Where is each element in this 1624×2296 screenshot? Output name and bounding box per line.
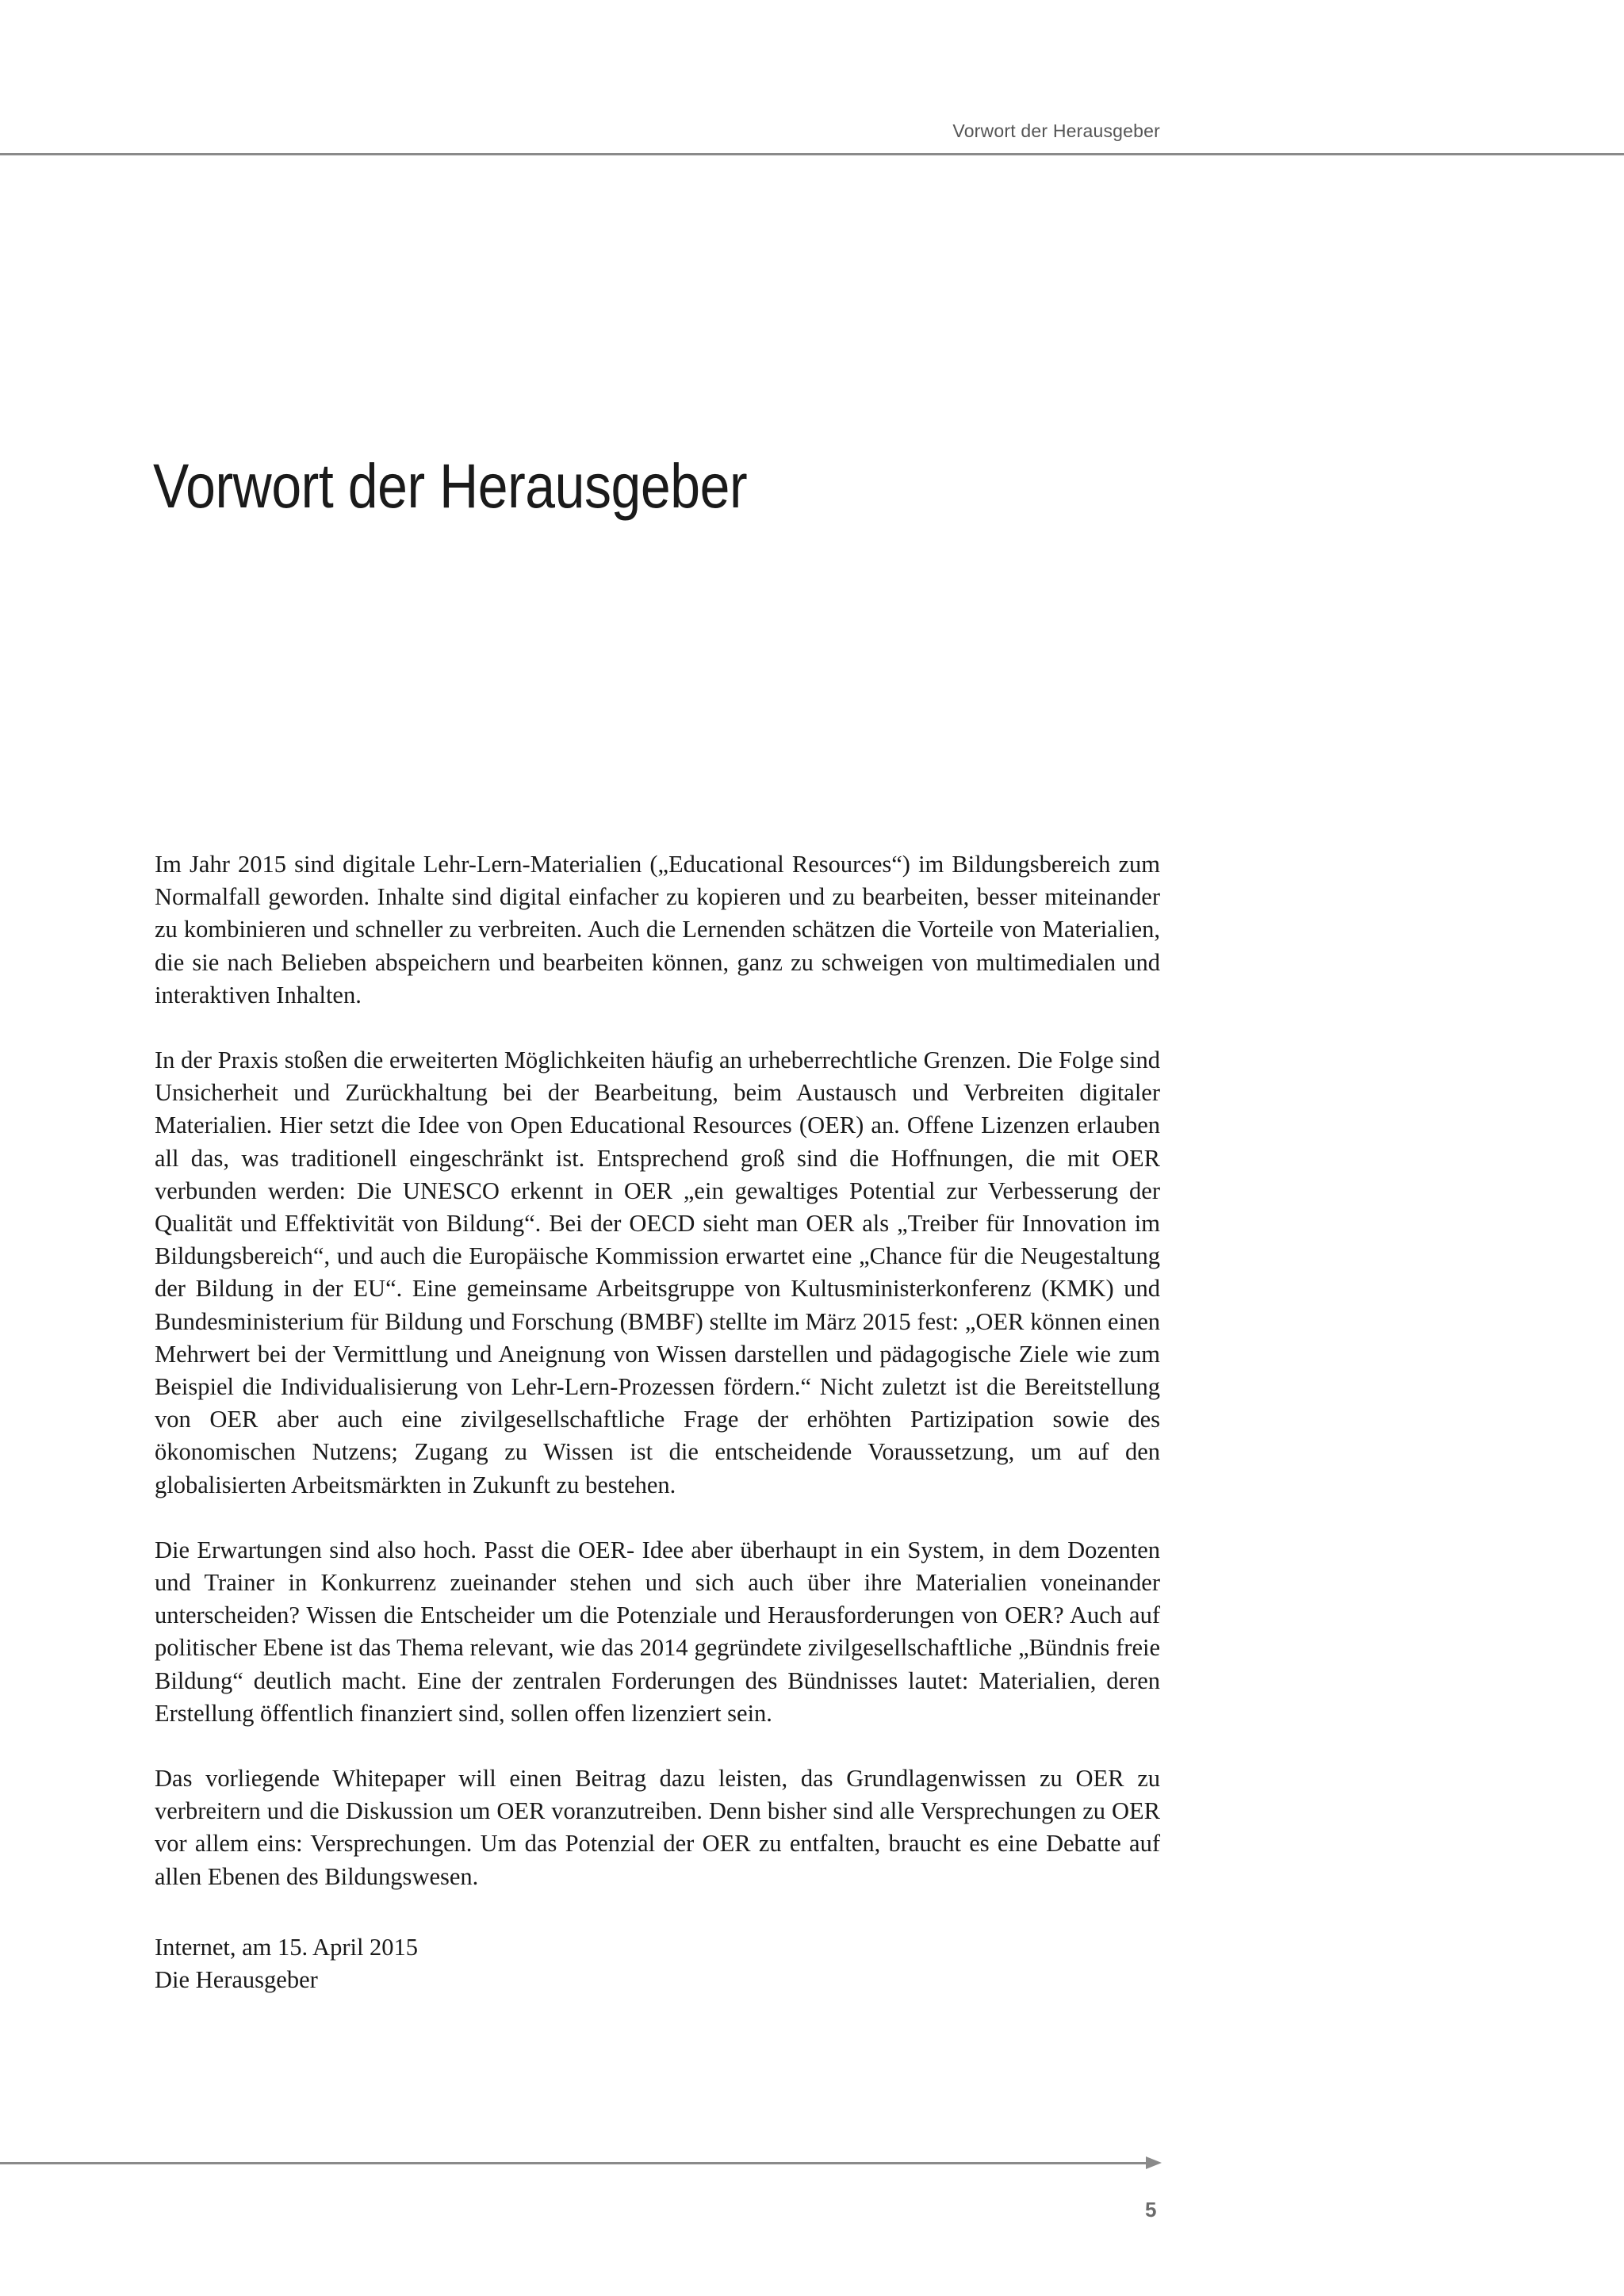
signature-place-date: Internet, am 15. April 2015 — [155, 1934, 419, 1961]
paragraph-4: Das vorliegende Whitepaper will einen Beitrag dazu leisten, das Grundlagenwissen zu OER zu verbreitern und die Diskussion um OER voranzutreiben. Denn bisher sind alle Versprechungen zu OER vor allem eins: Versprechungen. Um das Potenzial der OER zu entfalten, braucht es eine Debatte auf allen Ebenen des Bildungswesen. — [155, 1765, 1160, 1890]
arrow-right-icon — [1146, 2156, 1162, 2169]
footer-rule — [0, 2162, 1148, 2164]
header-rule — [0, 153, 1624, 155]
signature — [155, 1931, 418, 1996]
page-title: Vorwort der Herausgeber — [153, 450, 748, 521]
paragraph-3: Die Erwartungen sind also hoch. Passt die OER- Idee aber überhaupt in ein System, in dem Dozenten und Trainer in Konkurrenz zueinander stehen und sich auch über ihre Materialien voneinander unterscheiden? Wissen die Entscheider um die Potenziale und Herausforderungen von OER? Auch auf politischer Ebene ist das Thema relevant, wie das 2014 gegründete zivilgesellschaftliche „Bündnis freie Bildung“ deutlich macht. Eine der zentralen Forderungen des Bündnisses lautet: Materialien, deren Erstellung öffentlich finanziert sind, sollen offen lizenziert sein. — [155, 1536, 1160, 1727]
running-header: Vorwort der Herausgeber — [952, 121, 1160, 141]
body-text — [155, 848, 1160, 1926]
paragraph-1: Im Jahr 2015 sind digitale Lehr-Lern-Materialien („Educational Resources“) im Bildungsbereich zum Normalfall geworden. Inhalte sind digital einfacher zu kopieren und zu bearbeiten, besser miteinander zu kombinieren und schneller zu verbreiten. Auch die Lernenden schätzen die Vorteile von Materialien, die sie nach Belieben abspeichern und bearbeiten können, ganz zu schweigen von multimedialen und interaktiven Inhalten. — [155, 851, 1160, 1008]
signature-author: Die Herausgeber — [155, 1966, 318, 1994]
paragraph-2: In der Praxis stoßen die erweiterten Möglichkeiten häufig an urheberrechtliche Grenzen. Die Folge sind Unsicherheit und Zurückhaltung bei der Bearbeitung, beim Austausch und Verbreiten digitaler Materialien. Hier setzt die Idee von Open Educational Resources (OER) an. Offene Lizenzen erlauben all das, was traditionell eingeschränkt ist. Entsprechend groß sind die Hoffnungen, die mit OER verbunden werden: Die UNESCO erkennt in OER „ein gewaltiges Potential zur Verbesserung der Qualität und Effektivität von Bildung“. Bei der OECD sieht man OER als „Treiber für Innovation im Bildungsbereich“, und auch die Europäische Kommission erwartet eine „Chance für die Neugestaltung der Bildung in der EU“. Eine gemeinsame Arbeitsgruppe von Kultusministerkonferenz (KMK) und Bundesministerium für Bildung und Forschung (BMBF) stellte im März 2015 fest: „OER können einen Mehrwert bei der Vermittlung und Aneignung von Wissen darstellen und pädagogische Ziele wie zum Beispiel die Individualisierung von Lehr-Lern-Prozessen fördern.“ Nicht zuletzt ist die Bereitstellung von OER aber auch eine zivilgesellschaftliche Frage der erhöhten Partizipation sowie des ökonomischen Nutzens; Zugang zu Wissen ist die entscheidende Voraussetzung, um auf den globalisierten Arbeitsmärkten in Zukunft zu bestehen. — [155, 1047, 1160, 1498]
page-number: 5 — [1145, 2198, 1157, 2221]
